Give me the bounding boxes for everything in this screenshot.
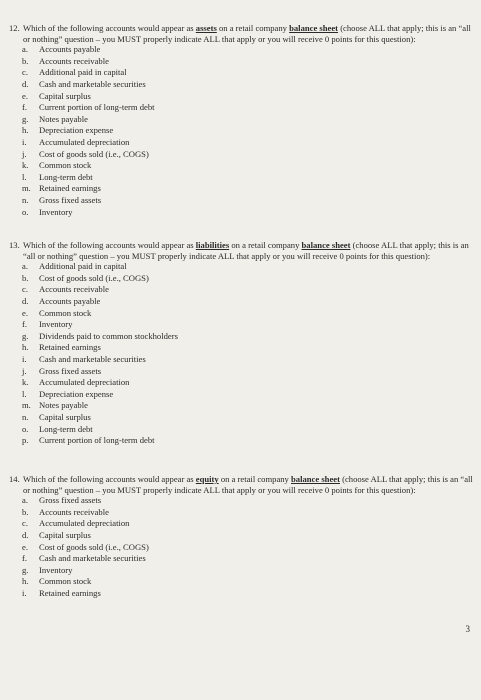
option-letter: d.: [22, 78, 29, 89]
stem-keyword: equity: [195, 474, 219, 484]
option-letter: h.: [22, 576, 29, 587]
answer-option: [9, 565, 475, 577]
answer-option: [9, 495, 475, 507]
answer-option: [9, 424, 475, 436]
option-text: Common stock: [39, 307, 92, 318]
option-text: Dividends paid to common stockholders: [39, 330, 178, 341]
option-letter: a.: [22, 44, 28, 55]
answer-option: [9, 507, 475, 519]
stem-text-part: on a retail company: [229, 240, 302, 250]
option-letter: f.: [22, 553, 28, 564]
stem-text-part: Which of the following accounts would appear as: [23, 23, 196, 33]
option-letter: i.: [22, 353, 27, 364]
stem-text-part: on a retail company: [218, 474, 292, 484]
answer-option: [9, 160, 475, 172]
option-text: Long-term debt: [39, 171, 93, 182]
answer-option: [9, 366, 475, 378]
answer-option: [9, 518, 475, 530]
answer-option: [9, 400, 475, 412]
option-text: Gross fixed assets: [39, 365, 102, 376]
answer-option: [9, 207, 475, 219]
option-letter: n.: [22, 194, 29, 205]
stem-text-part: (choose ALL that apply; this is an “all or nothing” question – you MUST properly indicate ALL that apply or you will receive 0 points for this question):: [23, 474, 473, 495]
question-text: [23, 474, 475, 495]
answer-options: [9, 44, 475, 218]
option-text: Common stock: [39, 576, 92, 587]
question-number: 14.: [9, 474, 20, 484]
option-letter: o.: [22, 206, 29, 217]
answer-option: [9, 273, 475, 285]
option-text: Capital surplus: [39, 90, 91, 101]
question-13-stem: [9, 240, 475, 261]
question-text: [23, 23, 475, 44]
question-text: [23, 240, 475, 261]
answer-option: [9, 102, 475, 114]
option-letter: n.: [22, 411, 29, 422]
stem-text-part: (choose ALL that apply; this is an “all or nothing” question – you MUST properly indicate ALL that apply or you will receive 0 points for this question):: [23, 23, 471, 44]
option-text: Accounts receivable: [39, 506, 109, 517]
stem-keyword: balance sheet: [301, 240, 351, 250]
option-text: Accumulated depreciation: [39, 377, 130, 388]
option-text: Additional paid in capital: [39, 67, 127, 78]
option-letter: o.: [22, 423, 29, 434]
option-letter: a.: [22, 495, 28, 506]
option-letter: b.: [22, 55, 29, 66]
option-letter: g.: [22, 330, 29, 341]
answer-option: [9, 331, 475, 343]
answer-option: [9, 261, 475, 273]
answer-option: [9, 56, 475, 68]
option-letter: b.: [22, 272, 29, 283]
option-letter: c.: [22, 67, 28, 78]
option-letter: h.: [22, 342, 29, 353]
question-12: [9, 23, 475, 218]
option-letter: j.: [22, 148, 27, 159]
answer-option: [9, 542, 475, 554]
answer-option: [9, 125, 475, 137]
question-13: [9, 240, 475, 447]
option-text: Accumulated depreciation: [39, 136, 130, 147]
option-letter: j.: [22, 365, 27, 376]
question-12-stem: [9, 23, 475, 44]
option-text: Retained earnings: [39, 342, 101, 353]
answer-options: [9, 261, 475, 447]
option-letter: g.: [22, 564, 29, 575]
option-letter: b.: [22, 506, 29, 517]
stem-text-part: on a retail company: [216, 23, 290, 33]
stem-keyword: assets: [195, 23, 217, 33]
option-letter: l.: [22, 388, 27, 399]
stem-keyword: balance sheet: [291, 474, 340, 484]
option-letter: m.: [22, 183, 31, 194]
answer-option: [9, 183, 475, 195]
answer-option: [9, 319, 475, 331]
stem-keyword: liabilities: [195, 240, 230, 250]
answer-options: [9, 495, 475, 599]
page-number: 3: [465, 624, 470, 634]
question-14-stem: [9, 474, 475, 495]
stem-text-part: Which of the following accounts would appear as: [23, 474, 196, 484]
option-text: Current portion of long-term debt: [39, 435, 155, 446]
option-text: Additional paid in capital: [39, 261, 127, 272]
stem-keyword: balance sheet: [289, 23, 339, 33]
option-letter: e.: [22, 90, 28, 101]
option-text: Current portion of long-term debt: [39, 102, 155, 113]
option-letter: f.: [22, 102, 28, 113]
option-text: Cash and marketable securities: [39, 353, 146, 364]
option-letter: f.: [22, 319, 28, 330]
option-text: Cost of goods sold (i.e., COGS): [39, 272, 149, 283]
answer-option: [9, 389, 475, 401]
option-text: Depreciation expense: [39, 388, 114, 399]
option-text: Accumulated depreciation: [39, 518, 130, 529]
answer-option: [9, 530, 475, 542]
option-text: Retained earnings: [39, 587, 101, 598]
answer-option: [9, 44, 475, 56]
option-text: Cost of goods sold (i.e., COGS): [39, 541, 149, 552]
answer-option: [9, 342, 475, 354]
option-text: Gross fixed assets: [39, 495, 102, 506]
answer-option: [9, 284, 475, 296]
answer-option: [9, 576, 475, 588]
option-letter: i.: [22, 136, 27, 147]
answer-option: [9, 412, 475, 424]
option-text: Retained earnings: [39, 183, 101, 194]
option-text: Accounts receivable: [39, 55, 109, 66]
option-text: Cash and marketable securities: [39, 553, 146, 564]
option-letter: a.: [22, 261, 28, 272]
option-text: Inventory: [39, 319, 73, 330]
question-number: 13.: [9, 240, 20, 250]
option-letter: c.: [22, 518, 28, 529]
option-letter: h.: [22, 125, 29, 136]
option-text: Gross fixed assets: [39, 194, 102, 205]
option-text: Accounts receivable: [39, 284, 109, 295]
option-text: Capital surplus: [39, 411, 91, 422]
option-text: Inventory: [39, 206, 73, 217]
option-letter: e.: [22, 307, 28, 318]
option-text: Long-term debt: [39, 423, 93, 434]
option-letter: d.: [22, 295, 29, 306]
answer-option: [9, 79, 475, 91]
option-text: Cash and marketable securities: [39, 78, 146, 89]
stem-text-part: (choose ALL that apply; this is an “all or nothing” question – you MUST properly indicate ALL that apply or you will receive 0 points for this question):: [23, 240, 469, 261]
answer-option: [9, 195, 475, 207]
option-text: Common stock: [39, 160, 92, 171]
answer-option: [9, 296, 475, 308]
option-letter: k.: [22, 377, 29, 388]
answer-option: [9, 149, 475, 161]
option-text: Accounts payable: [39, 295, 101, 306]
option-text: Capital surplus: [39, 529, 91, 540]
answer-option: [9, 588, 475, 600]
option-letter: i.: [22, 587, 27, 598]
stem-text-part: Which of the following accounts would appear as: [23, 240, 196, 250]
answer-option: [9, 553, 475, 565]
answer-option: [9, 137, 475, 149]
option-letter: d.: [22, 529, 29, 540]
option-letter: m.: [22, 400, 31, 411]
answer-option: [9, 172, 475, 184]
option-letter: k.: [22, 160, 29, 171]
option-text: Inventory: [39, 564, 73, 575]
option-text: Notes payable: [39, 113, 88, 124]
option-letter: g.: [22, 113, 29, 124]
question-number: 12.: [9, 23, 20, 33]
question-14: [9, 474, 475, 600]
option-letter: l.: [22, 171, 27, 182]
answer-option: [9, 67, 475, 79]
option-letter: c.: [22, 284, 28, 295]
option-text: Accounts payable: [39, 44, 101, 55]
option-text: Depreciation expense: [39, 125, 114, 136]
option-text: Notes payable: [39, 400, 88, 411]
answer-option: [9, 377, 475, 389]
answer-option: [9, 91, 475, 103]
option-letter: e.: [22, 541, 28, 552]
answer-option: [9, 354, 475, 366]
answer-option: [9, 114, 475, 126]
answer-option: [9, 308, 475, 320]
answer-option: [9, 435, 475, 447]
option-letter: p.: [22, 435, 29, 446]
option-text: Cost of goods sold (i.e., COGS): [39, 148, 149, 159]
